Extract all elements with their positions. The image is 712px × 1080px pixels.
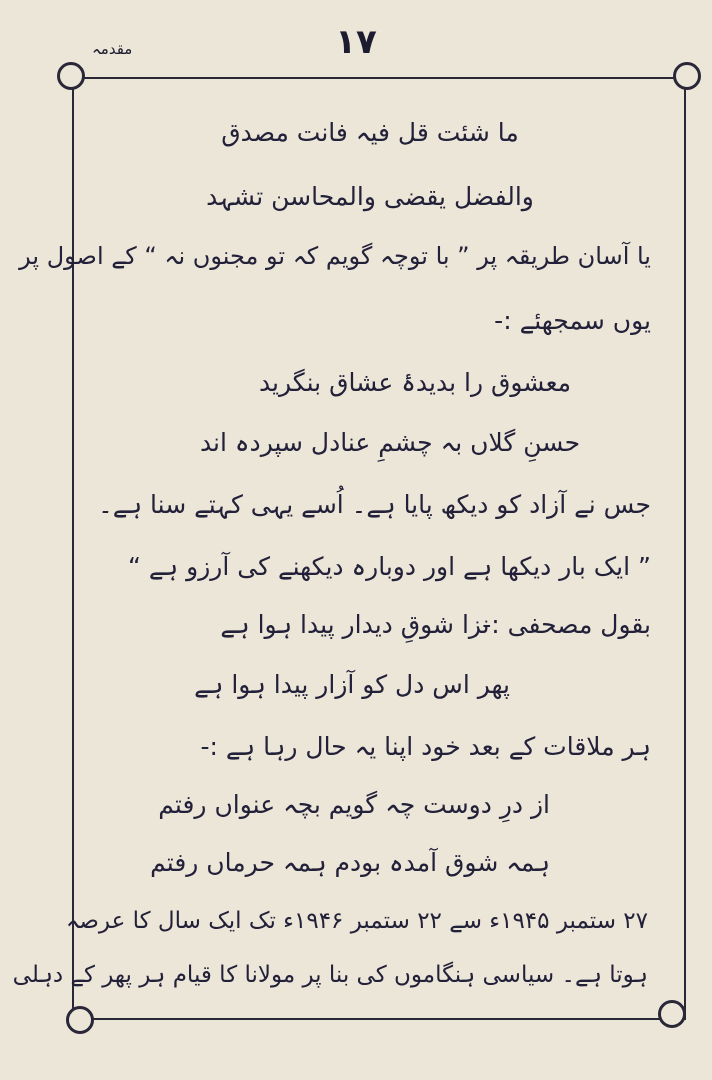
running-head: مقدمہ: [92, 40, 133, 58]
prose-line-4: ” ایک بار دیکھا ہے اور دوبارہ دیکھنے کی آرزو ہے “: [128, 552, 651, 581]
corner-ornament-bottom-left: [66, 1006, 94, 1034]
verse-line-1: ما شئت قل فیہ فانت مصدق: [221, 118, 519, 147]
corner-ornament-bottom-right: [658, 1000, 686, 1028]
prose-line-3: جس نے آزاد کو دیکھ پایا ہے۔ اُسے یہی کہتے سنا ہے۔: [98, 490, 651, 519]
verse-line-8: ہمہ شوق آمدہ بودم ہمہ حرماں رفتم: [150, 848, 550, 877]
verse-line-2: والفضل یقضی والمحاسن تشہد: [206, 182, 534, 211]
prose-line-7: ۲۷ ستمبر ۱۹۴۵ء سے ۲۲ ستمبر ۱۹۴۶ء تک ایک سال کا عرصہ: [65, 908, 648, 934]
prose-line-6: ہر ملاقات کے بعد خود اپنا یہ حال رہا ہے :-: [200, 732, 651, 761]
prose-line-5: بقول مصحفی :-: [482, 610, 651, 639]
prose-line-2: یوں سمجھئے :-: [494, 306, 651, 335]
prose-line-1: یا آسان طریقہ پر ” با توچہ گویم کہ تو مجنوں نہ “ کے اصول پر: [19, 242, 651, 270]
verse-line-7: از درِ دوست چہ گویم بچہ عنواں رفتم: [158, 790, 550, 819]
verse-line-6: پھر اس دل کو آزار پیدا ہوا ہے: [194, 670, 510, 699]
corner-ornament-top-left: [57, 62, 85, 90]
corner-ornament-top-right: [673, 62, 701, 90]
prose-line-8: ہوتا ہے۔ سیاسی ہنگاموں کی بنا پر مولانا کا قیام ہر پھر کے دہلی: [12, 962, 648, 988]
page-border-frame: [12, 77, 686, 1020]
page-number: ۱۷: [335, 22, 377, 62]
verse-line-3: معشوق را بدیدۂ عشاق بنگرید: [258, 368, 572, 397]
verse-line-4: حسنِ گلاں بہ چشمِ عنادل سپردہ اند: [199, 428, 581, 457]
verse-line-5: نزا شوقِ دیدار پیدا ہوا ہے: [220, 610, 490, 639]
